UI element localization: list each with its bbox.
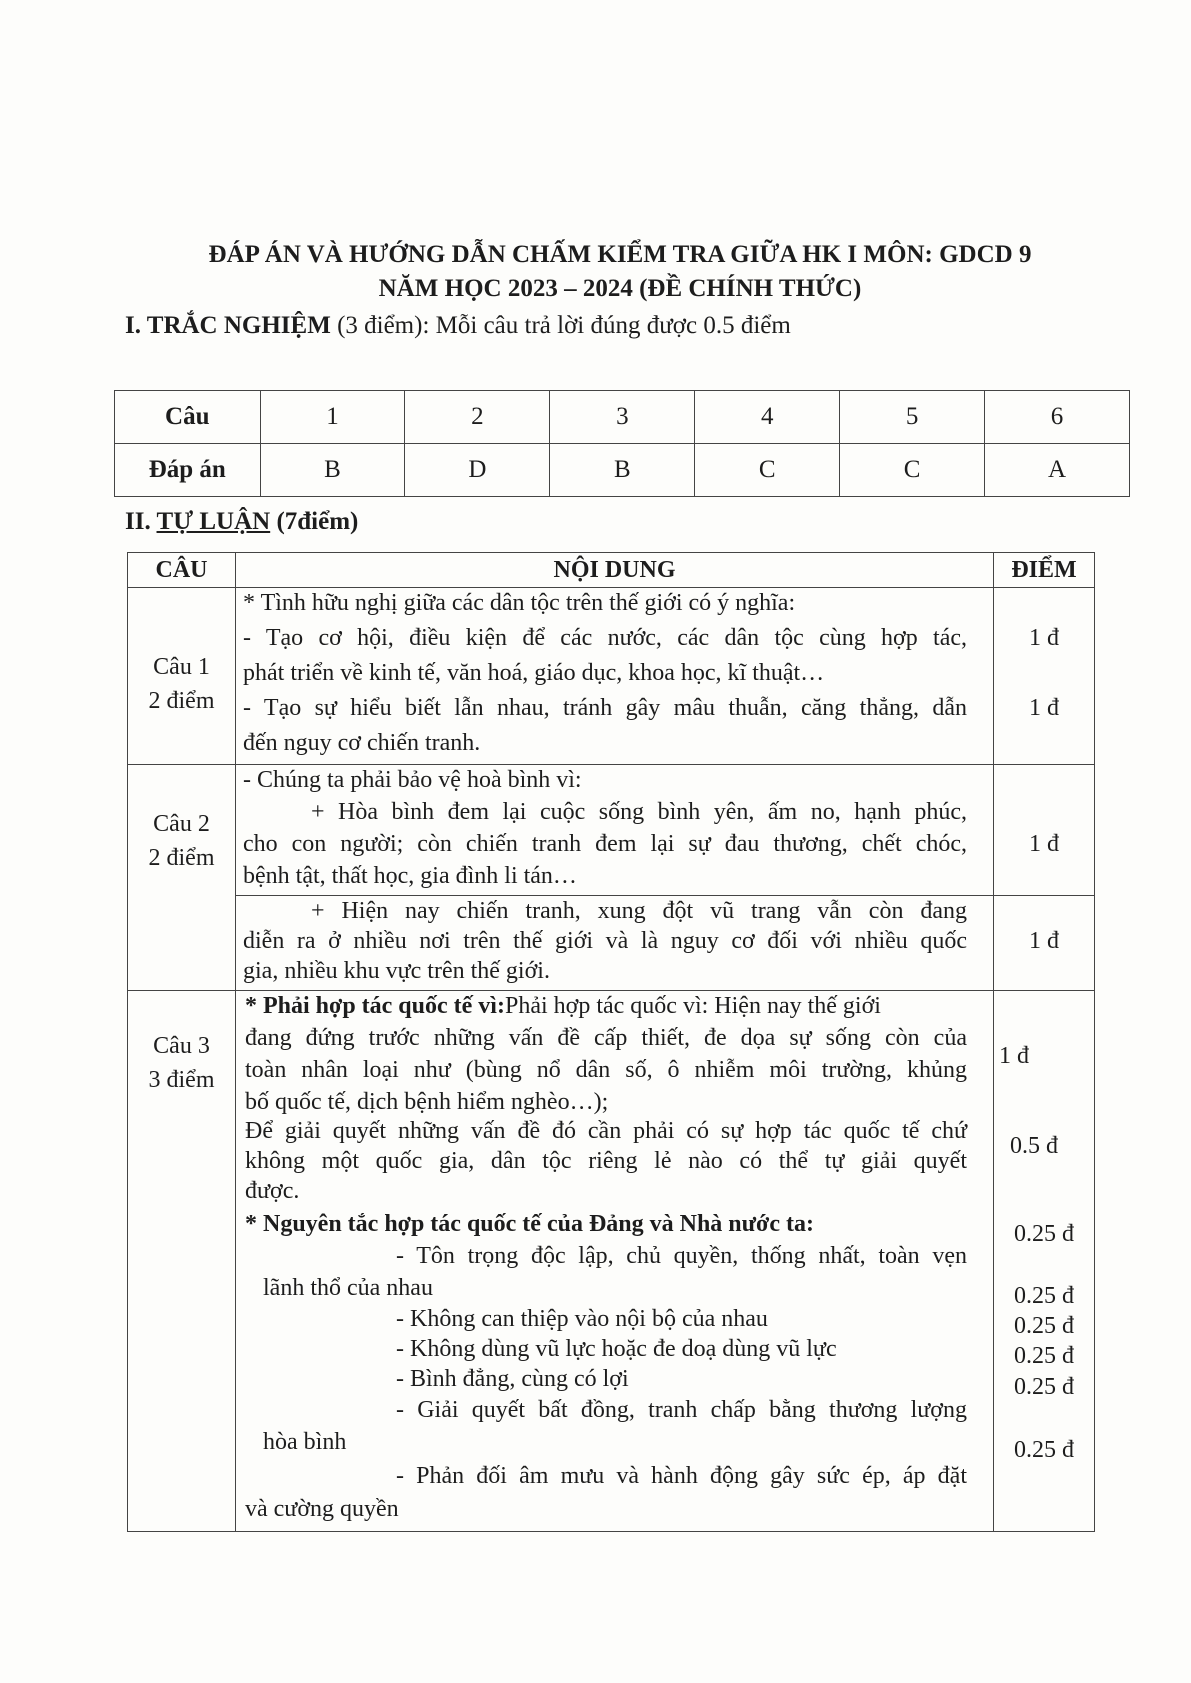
question-3-lead-rest: Phải hợp tác quốc vì: Hiện nay thế giới <box>504 993 881 1019</box>
content-line: Để giải quyết những vấn đề đó cần phải có sự hợp tác quốc tế chứ <box>245 1118 967 1144</box>
answer-cell: C <box>695 444 840 497</box>
principle-line: - Tôn trọng độc lập, chủ quyền, thống nhất, toàn vẹn <box>396 1243 967 1269</box>
content-line: diễn ra ở nhiều nơi trên thế giới và là nguy cơ đối với nhiều quốc <box>243 928 967 954</box>
title-line-2: NĂM HỌC 2023 – 2024 (ĐỀ CHÍNH THỨC) <box>378 275 862 302</box>
principle-line: - Không dùng vũ lực hoặc đe doạ dùng vũ lực <box>396 1336 837 1362</box>
content-line: gia, nhiều khu vực trên thế giới. <box>243 958 550 984</box>
question-number: 2 <box>405 391 550 444</box>
content-line: không một quốc gia, dân tộc riêng lẻ nào có thể tự giải quyết <box>245 1148 967 1174</box>
question-1-row <box>128 588 1095 765</box>
question-number: 3 <box>550 391 695 444</box>
question-number: 4 <box>695 391 840 444</box>
header-content: NỘI DUNG <box>236 553 994 588</box>
content-line: + Hiện nay chiến tranh, xung đột vũ trang vẫn còn đang <box>311 898 967 924</box>
content-line: đang đứng trước những vấn đề cấp thiết, đe dọa sự sống còn của <box>245 1025 967 1051</box>
points-value: 1 đ <box>1029 928 1059 954</box>
content-line: được. <box>245 1178 300 1204</box>
question-2-content-a <box>236 765 994 896</box>
question-3-content <box>236 991 994 1532</box>
content-line: * Tình hữu nghị giữa các dân tộc trên thế giới có ý nghĩa: <box>243 590 796 616</box>
content-line: - Chúng ta phải bảo vệ hoà bình vì: <box>243 767 582 793</box>
answer-cell: D <box>405 444 550 497</box>
answer-cell: C <box>840 444 985 497</box>
section-2-prefix: II. <box>125 508 157 535</box>
question-3-row <box>128 991 1095 1532</box>
question-3-label: Câu 3 <box>153 1033 210 1059</box>
content-line: cho con người; còn chiến tranh đem lại sự đau thương, chết chóc, <box>243 831 967 857</box>
points-value: 0.25 đ <box>1014 1437 1074 1463</box>
points-value: 1 đ <box>1029 695 1059 721</box>
points-value: 0.25 đ <box>1014 1221 1074 1247</box>
question-2-label-cell <box>128 765 236 991</box>
question-1-max: 2 điểm <box>148 688 215 714</box>
principle-line: - Phản đối âm mưu và hành động gây sức ép, áp đặt <box>396 1463 967 1489</box>
row-label-answer: Đáp án <box>115 444 261 497</box>
header-question: CÂU <box>128 553 236 588</box>
question-1-content <box>236 588 994 765</box>
question-number: 6 <box>985 391 1130 444</box>
question-3-lead-bold: * Phải hợp tác quốc tế vì: <box>245 993 505 1019</box>
principle-line: - Bình đẳng, cùng có lợi <box>396 1366 629 1392</box>
question-number-row <box>115 391 1130 444</box>
question-3-points <box>994 991 1095 1532</box>
section-1-label: I. TRẮC NGHIỆM <box>125 312 331 339</box>
section-1-heading <box>125 312 791 340</box>
question-2-points-b <box>994 896 1095 991</box>
document-title <box>120 238 1120 306</box>
answer-cell: B <box>260 444 405 497</box>
points-value: 1 đ <box>1029 625 1059 651</box>
question-2-label: Câu 2 <box>153 811 210 837</box>
question-2-max: 2 điểm <box>148 845 215 871</box>
principle-line: - Giải quyết bất đồng, tranh chấp bằng thương lượng <box>396 1397 967 1423</box>
content-line: + Hòa bình đem lại cuộc sống bình yên, ấm no, hạnh phúc, <box>311 799 967 825</box>
essay-grading-table <box>127 552 1095 1532</box>
section-2-label: TỰ LUẬN <box>156 508 271 535</box>
principle-line: lãnh thổ của nhau <box>263 1275 433 1301</box>
principle-line: - Không can thiệp vào nội bộ của nhau <box>396 1306 768 1332</box>
section-2-heading <box>125 508 358 536</box>
question-2-row-b <box>128 896 1095 991</box>
question-1-label: Câu 1 <box>153 654 210 680</box>
section-1-note: (3 điểm): Mỗi câu trả lời đúng được 0.5 điểm <box>330 312 791 339</box>
points-value: 1 đ <box>1029 831 1059 857</box>
content-line: - Tạo sự hiểu biết lẫn nhau, tránh gây mâu thuẫn, căng thẳng, dẫn <box>243 695 967 721</box>
question-1-points <box>994 588 1095 765</box>
question-number: 1 <box>260 391 405 444</box>
question-3-label-cell <box>128 991 236 1532</box>
principle-line: và cường quyền <box>245 1496 399 1522</box>
content-line: - Tạo cơ hội, điều kiện để các nước, các dân tộc cùng hợp tác, <box>243 625 967 651</box>
answer-cell: A <box>985 444 1130 497</box>
question-2-row-a <box>128 765 1095 896</box>
principle-line: hòa bình <box>263 1429 347 1455</box>
content-line: bệnh tật, thất học, gia đình li tán… <box>243 863 577 889</box>
question-2-content-b <box>236 896 994 991</box>
question-2-points-a <box>994 765 1095 896</box>
answer-row <box>115 444 1130 497</box>
points-value: 0.5 đ <box>1010 1133 1058 1159</box>
question-number: 5 <box>840 391 985 444</box>
answer-cell: B <box>550 444 695 497</box>
content-line: đến nguy cơ chiến tranh. <box>243 730 481 756</box>
principles-heading: * Nguyên tắc hợp tác quốc tế của Đảng và Nhà nước ta: <box>245 1211 814 1237</box>
points-value: 1 đ <box>999 1043 1029 1069</box>
row-label-question: Câu <box>115 391 261 444</box>
points-value: 0.25 đ <box>1014 1283 1074 1309</box>
points-value: 0.25 đ <box>1014 1374 1074 1400</box>
question-3-max: 3 điểm <box>148 1067 215 1093</box>
content-line: bố quốc tế, dịch bệnh hiểm nghèo…); <box>245 1089 609 1115</box>
question-1-label-cell <box>128 588 236 765</box>
content-line: phát triển về kinh tế, văn hoá, giáo dục, khoa học, kĩ thuật… <box>243 660 825 686</box>
points-value: 0.25 đ <box>1014 1343 1074 1369</box>
title-line-1: ĐÁP ÁN VÀ HƯỚNG DẪN CHẤM KIỂM TRA GIỮA HK I MÔN: GDCD 9 <box>208 241 1032 268</box>
content-line: toàn nhân loại như (bùng nổ dân số, ô nhiễm môi trường, khủng <box>245 1057 967 1083</box>
content-line <box>245 991 881 1021</box>
essay-table-header <box>128 553 1095 588</box>
section-2-suffix: (7điểm) <box>270 508 359 535</box>
multiple-choice-answer-table <box>114 390 1130 497</box>
points-value: 0.25 đ <box>1014 1313 1074 1339</box>
header-points: ĐIỂM <box>994 553 1095 588</box>
